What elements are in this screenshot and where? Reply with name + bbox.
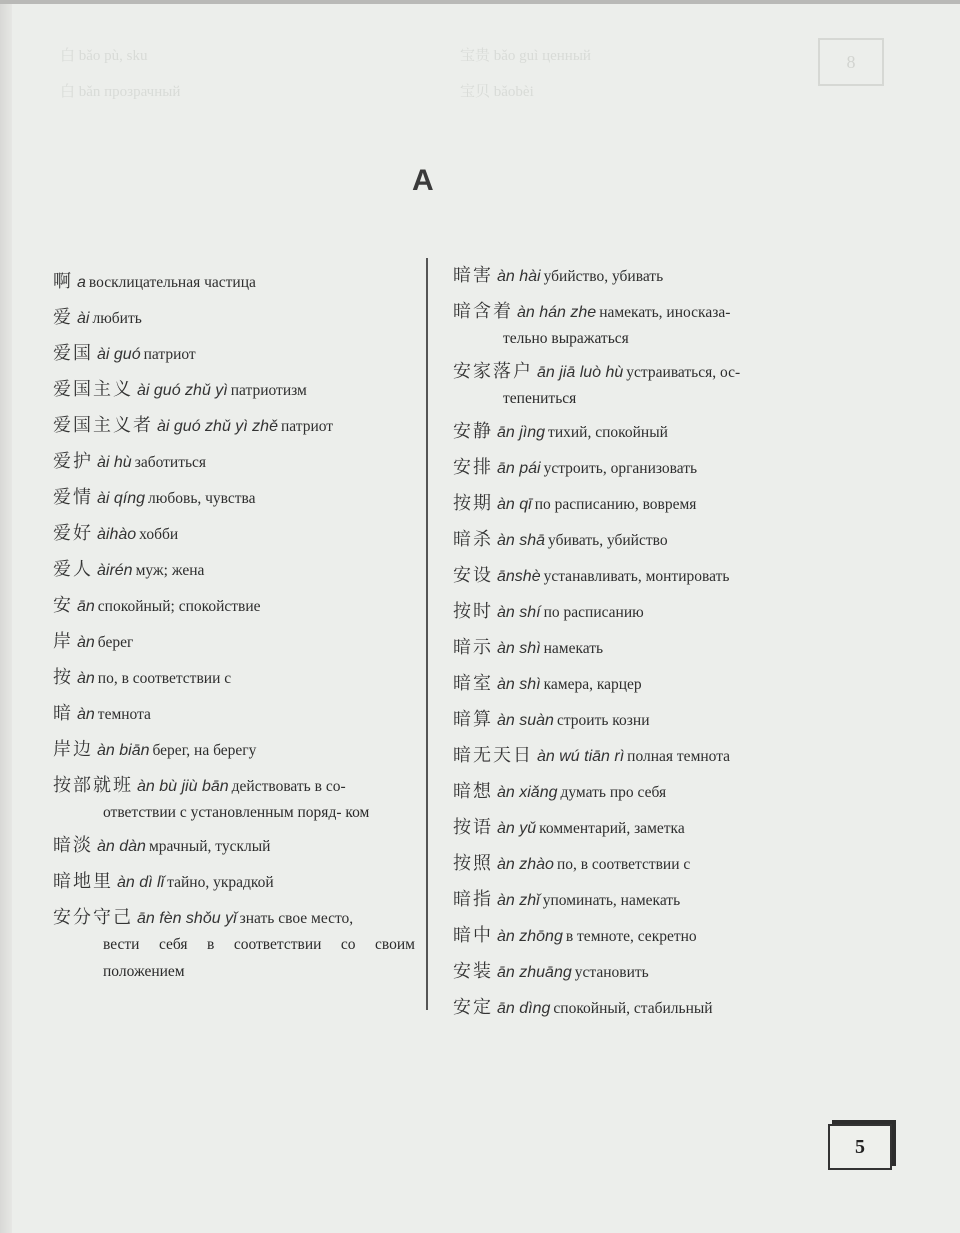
entry-pinyin: àn hán zhe: [517, 304, 597, 321]
entry-translation: темнота: [97, 706, 151, 723]
entry-translation: намекать: [543, 640, 604, 657]
entry-pinyin: àn zhōng: [497, 928, 563, 945]
entry-hanzi: 暗害: [453, 265, 493, 286]
entry-pinyin: àn suàn: [497, 712, 554, 729]
bleed-through-text: 宝贵 bǎo guì ценный: [460, 48, 591, 64]
entry-pinyin: àn: [77, 634, 95, 651]
dictionary-entry: [453, 450, 808, 486]
entry-hanzi: 岸边: [53, 739, 93, 760]
entry-translation-continuation: ответствии с установленным поряд- ком: [103, 804, 370, 821]
dictionary-entry: [53, 336, 415, 372]
dictionary-entry: [53, 264, 415, 300]
entry-pinyin: ài guó zhǔ yì zhě: [157, 418, 278, 435]
entry-pinyin: àn bù jiù bān: [137, 778, 229, 795]
page-number: 5: [855, 1135, 865, 1158]
entry-hanzi: 暗算: [453, 709, 493, 730]
entry-pinyin: àn wú tiān rì: [537, 748, 625, 765]
entry-pinyin: ài guó zhǔ yì: [137, 382, 228, 399]
entry-translation: по, в соответствии с: [556, 856, 691, 873]
entry-translation: берег, на берегу: [152, 742, 257, 759]
entry-pinyin: àn: [77, 706, 95, 723]
dictionary-entry: [453, 738, 808, 774]
entry-translation: спокойный; спокойствие: [97, 598, 261, 615]
entry-translation-continuation: тельно выражаться: [503, 330, 629, 347]
entry-hanzi: 安设: [453, 565, 493, 586]
entry-translation: устанавливать, монтировать: [543, 568, 730, 585]
entry-pinyin: àn qī: [497, 496, 532, 513]
dictionary-entry: [453, 846, 808, 882]
entry-translation: спокойный, стабильный: [553, 1000, 713, 1017]
bleed-through-text: 白 bǎo pù, sku: [60, 48, 148, 64]
entry-hanzi: 暗淡: [53, 835, 93, 856]
entry-translation: комментарий, заметка: [539, 820, 685, 837]
entry-hanzi: 暗室: [453, 673, 493, 694]
bleed-through-text: 白 bǎn прозрачный: [60, 84, 181, 100]
entry-translation: берег: [97, 634, 134, 651]
entry-pinyin: ānshè: [497, 568, 541, 585]
entry-pinyin: àn xiǎng: [497, 784, 558, 801]
dictionary-entry: [453, 810, 808, 846]
entry-pinyin: àn shí: [497, 604, 541, 621]
entry-hanzi: 暗中: [453, 925, 493, 946]
entry-translation: хобби: [139, 526, 179, 543]
entry-translation-continuation: вести себя в соответствии со своим положением: [103, 936, 415, 980]
entry-translation: по расписанию: [543, 604, 644, 621]
dictionary-entry: [453, 882, 808, 918]
entry-hanzi: 安装: [453, 961, 493, 982]
entry-hanzi: 按部就班: [53, 775, 133, 796]
dictionary-column-right: [453, 258, 808, 1026]
dictionary-entry: [53, 516, 415, 552]
entry-hanzi: 爱: [53, 307, 73, 328]
entry-hanzi: 暗指: [453, 889, 493, 910]
dictionary-entry: [53, 552, 415, 588]
entry-translation: по расписанию, вовремя: [534, 496, 697, 513]
entry-pinyin: àn: [77, 670, 95, 687]
dictionary-entry: [453, 774, 808, 810]
dictionary-entry: [53, 300, 415, 336]
dictionary-entry: [53, 828, 415, 864]
entry-hanzi: 安家落户: [453, 361, 533, 382]
entry-pinyin: ān zhuāng: [497, 964, 572, 981]
entry-pinyin: àn hài: [497, 268, 541, 285]
entry-pinyin: ān jìng: [497, 424, 546, 441]
entry-hanzi: 暗含着: [453, 301, 513, 322]
entry-hanzi: 按语: [453, 817, 493, 838]
entry-hanzi: 暗地里: [53, 871, 113, 892]
entry-hanzi: 爱护: [53, 451, 93, 472]
dictionary-entry: [53, 768, 415, 826]
entry-pinyin: ài: [77, 310, 90, 327]
entry-translation: мрачный, тусклый: [148, 838, 271, 855]
dictionary-entry: [53, 624, 415, 660]
dictionary-entry: [53, 588, 415, 624]
entry-hanzi: 安: [53, 595, 73, 616]
entry-pinyin: àihào: [97, 526, 137, 543]
dictionary-entry: [453, 630, 808, 666]
section-letter-heading: A: [412, 164, 434, 197]
entry-hanzi: 爱国主义: [53, 379, 133, 400]
dictionary-entry: [453, 918, 808, 954]
dictionary-entry: [53, 900, 415, 985]
entry-pinyin: ān pái: [497, 460, 541, 477]
entry-translation: строить козни: [556, 712, 650, 729]
dictionary-entry: [53, 660, 415, 696]
column-divider: [426, 258, 428, 1010]
entry-hanzi: 暗杀: [453, 529, 493, 550]
entry-pinyin: àn dàn: [97, 838, 146, 855]
entry-translation: намекать, иносказа-: [599, 304, 731, 321]
entry-hanzi: 安静: [453, 421, 493, 442]
entry-hanzi: 暗无天日: [453, 745, 533, 766]
entry-hanzi: 安定: [453, 997, 493, 1018]
entry-hanzi: 按照: [453, 853, 493, 874]
entry-pinyin: ài qíng: [97, 490, 146, 507]
entry-translation: убийство, убивать: [543, 268, 664, 285]
page-number-box: [828, 1124, 892, 1170]
entry-translation: действовать в со-: [231, 778, 346, 795]
entry-translation: патриот: [280, 418, 334, 435]
entry-pinyin: àn zhǐ: [497, 892, 540, 909]
entry-pinyin: àn dì lǐ: [117, 874, 165, 891]
entry-hanzi: 爱国: [53, 343, 93, 364]
dictionary-entry: [53, 408, 415, 444]
dictionary-entry: [53, 864, 415, 900]
dictionary-entry: [453, 702, 808, 738]
dictionary-entry: [453, 594, 808, 630]
dictionary-entry: [453, 990, 808, 1026]
entry-hanzi: 按期: [453, 493, 493, 514]
entry-pinyin: ān jiā luò hù: [537, 364, 624, 381]
dictionary-entry: [53, 480, 415, 516]
dictionary-entry: [453, 954, 808, 990]
entry-translation: установить: [574, 964, 649, 981]
entry-pinyin: àn biān: [97, 742, 150, 759]
entry-translation: устроить, организовать: [543, 460, 698, 477]
entry-pinyin: àn zhào: [497, 856, 554, 873]
dictionary-entry: [53, 696, 415, 732]
entry-translation-continuation: тепениться: [503, 390, 577, 407]
entry-translation: по, в соответствии с: [97, 670, 232, 687]
entry-hanzi: 安分守己: [53, 907, 133, 928]
entry-pinyin: ān: [77, 598, 95, 615]
entry-pinyin: ài guó: [97, 346, 141, 363]
entry-hanzi: 爱人: [53, 559, 93, 580]
entry-pinyin: àn shì: [497, 640, 541, 657]
dictionary-entry: [53, 732, 415, 768]
entry-translation: полная темнота: [627, 748, 731, 765]
dictionary-entry: [53, 444, 415, 480]
entry-translation: в темноте, секретно: [565, 928, 697, 945]
entry-translation: упоминать, намекать: [542, 892, 681, 909]
entry-translation: заботиться: [134, 454, 207, 471]
entry-hanzi: 爱情: [53, 487, 93, 508]
entry-hanzi: 岸: [53, 631, 73, 652]
entry-translation: тайно, украдкой: [167, 874, 274, 891]
entry-pinyin: ài hù: [97, 454, 132, 471]
entry-pinyin: àn shì: [497, 676, 541, 693]
entry-translation: восклицательная частица: [88, 274, 256, 291]
page-binding-edge: [0, 0, 12, 1233]
entry-hanzi: 爱国主义者: [53, 415, 153, 436]
entry-translation: любовь, чувства: [148, 490, 256, 507]
entry-pinyin: ān fèn shǒu yǐ: [137, 910, 237, 927]
bleed-through-page-number: 8: [818, 38, 884, 86]
dictionary-entry: [453, 258, 808, 294]
dictionary-column-left: [53, 264, 415, 987]
entry-hanzi: 暗: [53, 703, 73, 724]
entry-translation: муж; жена: [135, 562, 205, 579]
entry-translation: камера, карцер: [543, 676, 642, 693]
entry-hanzi: 暗示: [453, 637, 493, 658]
entry-translation: патриот: [143, 346, 196, 363]
dictionary-entry: [53, 372, 415, 408]
dictionary-entry: [453, 666, 808, 702]
entry-pinyin: àirén: [97, 562, 133, 579]
entry-translation: думать про себя: [560, 784, 667, 801]
entry-pinyin: ān dìng: [497, 1000, 551, 1017]
entry-translation: знать свое место,: [239, 910, 354, 927]
entry-hanzi: 爱好: [53, 523, 93, 544]
entry-translation: патриотизм: [230, 382, 307, 399]
entry-translation: убивать, убийство: [548, 532, 668, 549]
entry-hanzi: 啊: [53, 271, 73, 292]
entry-hanzi: 安排: [453, 457, 493, 478]
entry-translation: любить: [92, 310, 142, 327]
scan-top-shadow: [0, 0, 960, 4]
dictionary-entry: [453, 294, 808, 352]
dictionary-entry: [453, 522, 808, 558]
entry-pinyin: àn yǔ: [497, 820, 537, 837]
entry-hanzi: 按: [53, 667, 73, 688]
dictionary-entry: [453, 414, 808, 450]
entry-translation: устраиваться, ос-: [626, 364, 741, 381]
entry-pinyin: àn shā: [497, 532, 546, 549]
dictionary-entry: [453, 354, 808, 412]
entry-pinyin: a: [77, 274, 86, 291]
entry-hanzi: 暗想: [453, 781, 493, 802]
dictionary-entry: [453, 486, 808, 522]
dictionary-entry: [453, 558, 808, 594]
entry-translation: тихий, спокойный: [548, 424, 668, 441]
entry-hanzi: 按时: [453, 601, 493, 622]
bleed-through-text: 宝贝 bǎobèi: [460, 84, 534, 100]
